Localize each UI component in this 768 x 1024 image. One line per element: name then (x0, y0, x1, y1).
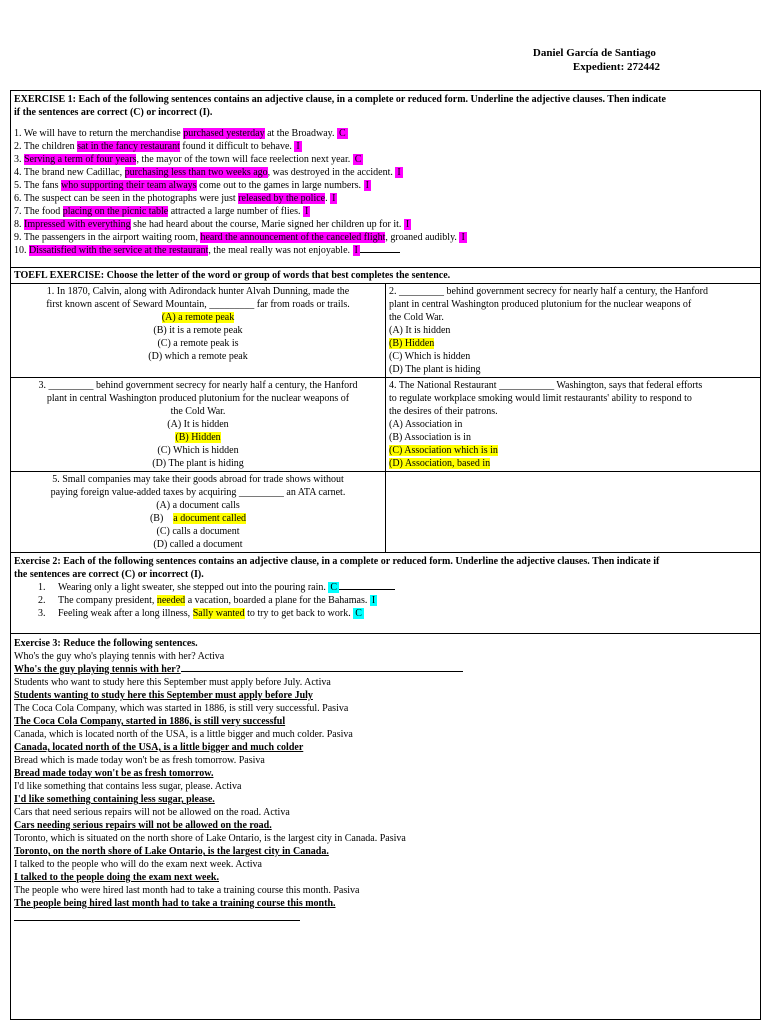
item-text: at the Broadway. (264, 128, 337, 139)
original-sentence: Toronto, which is situated on the north shore of Lake Ontario, is the largest city in Canada. Pasiva (14, 833, 406, 844)
original-sentence: The Coca Cola Company, which was started in 1886, is still very successful. Pasiva (14, 703, 349, 714)
q5-option-d[interactable]: (D) called a document (153, 539, 243, 550)
item-text: 9. The passengers in the airport waiting room, (14, 232, 201, 243)
item-text: 2. The children (14, 141, 78, 152)
original-sentence: Students who want to study here this September must apply before July. Activa (14, 677, 331, 688)
answer-blank[interactable] (360, 252, 400, 253)
exercise-1-title-cont: if the sentences are correct (C) or incorrect (I). (14, 107, 213, 118)
item-text: 5. The fans (14, 180, 62, 191)
exercise-3-list (14, 650, 757, 910)
exercise-1-list (14, 127, 757, 257)
toefl-q5 (11, 472, 386, 553)
item-text: 7. The food (14, 206, 63, 217)
exercise-2-title-cont: the sentences are correct (C) or incorrect (I). (14, 569, 204, 580)
answer-mark[interactable]: I (305, 206, 309, 217)
answer-mark[interactable]: I (461, 232, 465, 243)
q2-option-d[interactable]: (D) The plant is hiding (389, 364, 481, 375)
exercise-2-title: Exercise 2: Each of the following sentences contains an adjective clause, in a complete or reduced form. Underline the adjective clauses. Then indicate if (14, 556, 660, 567)
item-text: to try to get back to work. (244, 608, 354, 619)
worksheet (10, 90, 761, 1020)
exercise-3-title: Exercise 3: Reduce the following sentences. (14, 638, 198, 649)
q2-stem-cont: plant in central Washington produced plutonium for the nuclear weapons of (389, 299, 692, 310)
item-text: found it difficult to behave. (179, 141, 295, 152)
toefl-exercise-title (10, 267, 761, 283)
item-text: The company president, (58, 595, 157, 606)
q3-stem-cont2: the Cold War. (170, 406, 226, 417)
original-sentence: I talked to the people who will do the exam next week. Activa (14, 859, 262, 870)
highlighted-clause: needed (156, 595, 186, 606)
item-text: . (325, 193, 331, 204)
reduced-sentence[interactable]: I talked to the people doing the exam next week. (14, 872, 219, 883)
q5-option-c[interactable]: (C) calls a document (156, 526, 240, 537)
q3-stem: 3. _________ behind government secrecy for nearly half a century, the Hanford (38, 380, 358, 391)
toefl-title: TOEFL EXERCISE: Choose the letter of the word or group of words that best completes the sentence. (14, 270, 451, 281)
q1-option-b[interactable]: (B) it is a remote peak (153, 325, 243, 336)
answer-blank[interactable] (339, 589, 395, 590)
q1-option-c[interactable]: (C) a remote peak is (157, 338, 239, 349)
exercise-1-item (14, 127, 757, 140)
exercise-1 (10, 90, 761, 267)
exercise-1-item (14, 166, 757, 179)
highlighted-clause: purchased yesterday (183, 128, 265, 139)
reduced-sentence[interactable]: Cars needing serious repairs will not be allowed on the road. (14, 820, 272, 831)
answer-blank-line[interactable] (14, 920, 300, 921)
item-text: she had heard about the course, Marie signed her children up for it. (130, 219, 404, 230)
q4-stem-cont2: the desires of their patrons. (389, 406, 498, 417)
answer-blank[interactable] (181, 671, 463, 672)
original-sentence: I'd like something that contains less sugar, please. Activa (14, 781, 242, 792)
q5-option-a[interactable]: (A) a document calls (156, 500, 240, 511)
highlighted-clause: Serving a term of four years (24, 154, 137, 165)
reduced-sentence[interactable]: The people being hired last month had to take a training course this month. (14, 898, 336, 909)
toefl-q3 (11, 378, 386, 472)
exercise-2 (10, 553, 761, 633)
exercise-1-item (14, 244, 757, 257)
reduced-text: Who's the guy playing tennis with her? (14, 664, 181, 675)
q4-option-d[interactable]: (D) Association, based in (389, 458, 491, 469)
toefl-table (10, 283, 761, 553)
highlighted-clause: who supporting their team always (61, 180, 197, 191)
q2-option-c[interactable]: (C) Which is hidden (389, 351, 471, 362)
answer-mark[interactable]: C (355, 608, 362, 619)
q5-stem-cont: paying foreign value-added taxes by acquiring _________ an ATA carnet. (50, 487, 346, 498)
item-text: Wearing only a light sweater, she stepped out into the pouring rain. (58, 582, 329, 593)
exercise-1-title: EXERCISE 1: Each of the following sentences contains an adjective clause, in a complete or reduced form. Underline the adjective clauses. Then indicate (14, 94, 666, 105)
answer-mark[interactable]: I (354, 245, 358, 256)
q3-option-c[interactable]: (C) Which is hidden (157, 445, 239, 456)
toefl-q4 (386, 378, 761, 472)
original-sentence: The people who were hired last month had to take a training course this month. Pasiva (14, 885, 360, 896)
answer-mark[interactable]: C (330, 582, 338, 593)
answer-mark[interactable]: I (296, 141, 300, 152)
author-name: Daniel García de Santiago (532, 47, 656, 59)
q5-option-b-label: (B) (149, 513, 174, 524)
q1-stem: 1. In 1870, Calvin, along with Adirondack hunter Alvah Dunning, made the (46, 286, 350, 297)
item-text: a vacation, boarded a plane for the Bahamas. (185, 595, 370, 606)
reduced-sentence[interactable]: The Coca Cola Company, started in 1886, is still very successful (14, 716, 286, 727)
answer-mark[interactable]: I (397, 167, 401, 178)
toefl-empty-cell (386, 472, 761, 553)
q2-stem-cont2: the Cold War. (389, 312, 444, 323)
item-text: 10. (14, 245, 29, 256)
answer-mark[interactable]: I (332, 193, 336, 204)
q1-option-d[interactable]: (D) which a remote peak (148, 351, 248, 362)
highlighted-clause: heard the announcement of the canceled flight (200, 232, 386, 243)
answer-mark[interactable]: C (354, 154, 362, 165)
toefl-q2 (386, 284, 761, 378)
exercise-1-item (14, 153, 757, 166)
answer-mark[interactable]: I (371, 595, 376, 606)
item-text: , the meal really was not enjoyable. (208, 245, 353, 256)
exercise-1-item (14, 140, 757, 153)
q2-stem: 2. _________ behind government secrecy for nearly half a century, the Hanford (389, 286, 708, 297)
exercise-1-item (14, 231, 757, 244)
exercise-2-list (14, 581, 757, 620)
exercise-1-item (14, 179, 757, 192)
reduced-sentence[interactable]: Students wanting to study here this September must apply before July (14, 690, 313, 701)
reduced-sentence[interactable]: I'd like something containing less sugar, please. (14, 794, 215, 805)
item-text: 6. The suspect can be seen in the photographs were just (14, 193, 239, 204)
item-number: 3. (38, 608, 46, 619)
highlighted-clause: sat in the fancy restaurant (77, 141, 180, 152)
answer-mark[interactable]: I (365, 180, 369, 191)
toefl-q1 (11, 284, 386, 378)
original-sentence: Bread which is made today won't be as fresh tomorrow. Pasiva (14, 755, 265, 766)
exercise-2-item (14, 607, 757, 620)
item-text: 8. (14, 219, 24, 230)
original-sentence: Canada, which is located north of the USA, is a little bigger and much colder. Pasiva (14, 729, 353, 740)
q3-option-b[interactable]: (B) Hidden (175, 432, 221, 443)
item-text: , was destroyed in the accident. (267, 167, 396, 178)
item-text: , groaned audibly. (385, 232, 460, 243)
expedient-number: Expedient: 272442 (572, 61, 660, 73)
q3-option-a[interactable]: (A) It is hidden (167, 419, 229, 430)
answer-mark[interactable]: C (338, 128, 346, 139)
item-text: , the mayor of the town will face reelection next year. (136, 154, 353, 165)
item-text: attracted a large number of flies. (168, 206, 303, 217)
original-sentence: Cars that need serious repairs will not be allowed on the road. Activa (14, 807, 290, 818)
q4-stem: 4. The National Restaurant ___________ Washington, says that federal efforts (389, 380, 703, 391)
highlighted-clause: released by the police (238, 193, 326, 204)
item-number: 2. (38, 595, 46, 606)
highlighted-clause: Sally wanted (192, 608, 245, 619)
highlighted-clause: placing on the picnic table (62, 206, 169, 217)
highlighted-clause: Dissatisfied with the service at the restaurant (29, 245, 209, 256)
item-text: 3. (14, 154, 24, 165)
exercise-2-item (14, 581, 757, 594)
q5-stem: 5. Small companies may take their goods abroad for trade shows without (52, 474, 344, 485)
q1-stem-cont: first known ascent of Seward Mountain, _________ far from roads or trails. (46, 299, 350, 310)
item-text: Feeling weak after a long illness, (58, 608, 193, 619)
q2-option-b[interactable]: (B) Hidden (389, 338, 435, 349)
q2-option-a[interactable]: (A) It is hidden (389, 325, 451, 336)
q3-stem-cont: plant in central Washington produced plutonium for the nuclear weapons of (46, 393, 350, 404)
original-sentence: Who's the guy who's playing tennis with her? Activa (14, 651, 225, 662)
item-text: 1. We will have to return the merchandise (14, 128, 184, 139)
q3-option-d[interactable]: (D) The plant is hiding (152, 458, 244, 469)
highlighted-clause: purchasing less than two weeks ago (124, 167, 268, 178)
item-text: come out to the games in large numbers. (196, 180, 364, 191)
reduced-sentence[interactable]: Toronto, on the north shore of Lake Ontario, is the largest city in Canada. (14, 846, 329, 857)
exercise-1-item (14, 192, 757, 205)
reduced-sentence[interactable] (14, 663, 757, 676)
q4-stem-cont: to regulate workplace smoking would limit restaurants' ability to respond to (389, 393, 692, 404)
q4-option-b[interactable]: (B) Association is in (389, 432, 471, 443)
highlighted-clause: Impressed with everything (24, 219, 131, 230)
reduced-sentence[interactable]: Canada, located north of the USA, is a little bigger and much colder (14, 742, 304, 753)
q1-option-a[interactable]: (A) a remote peak (161, 312, 235, 323)
author-block (533, 46, 660, 74)
item-number: 1. (38, 582, 46, 593)
reduced-sentence[interactable]: Bread made today won't be as fresh tomorrow. (14, 768, 214, 779)
q5-option-b[interactable]: a document called (173, 513, 247, 524)
exercise-3 (10, 633, 761, 1020)
exercise-2-item (14, 594, 757, 607)
exercise-1-item (14, 218, 757, 231)
q4-option-a[interactable]: (A) Association in (389, 419, 463, 430)
answer-mark[interactable]: I (405, 219, 410, 230)
item-text: 4. The brand new Cadillac, (14, 167, 125, 178)
q4-option-c[interactable]: (C) Association which is in (389, 445, 498, 456)
exercise-1-item (14, 205, 757, 218)
